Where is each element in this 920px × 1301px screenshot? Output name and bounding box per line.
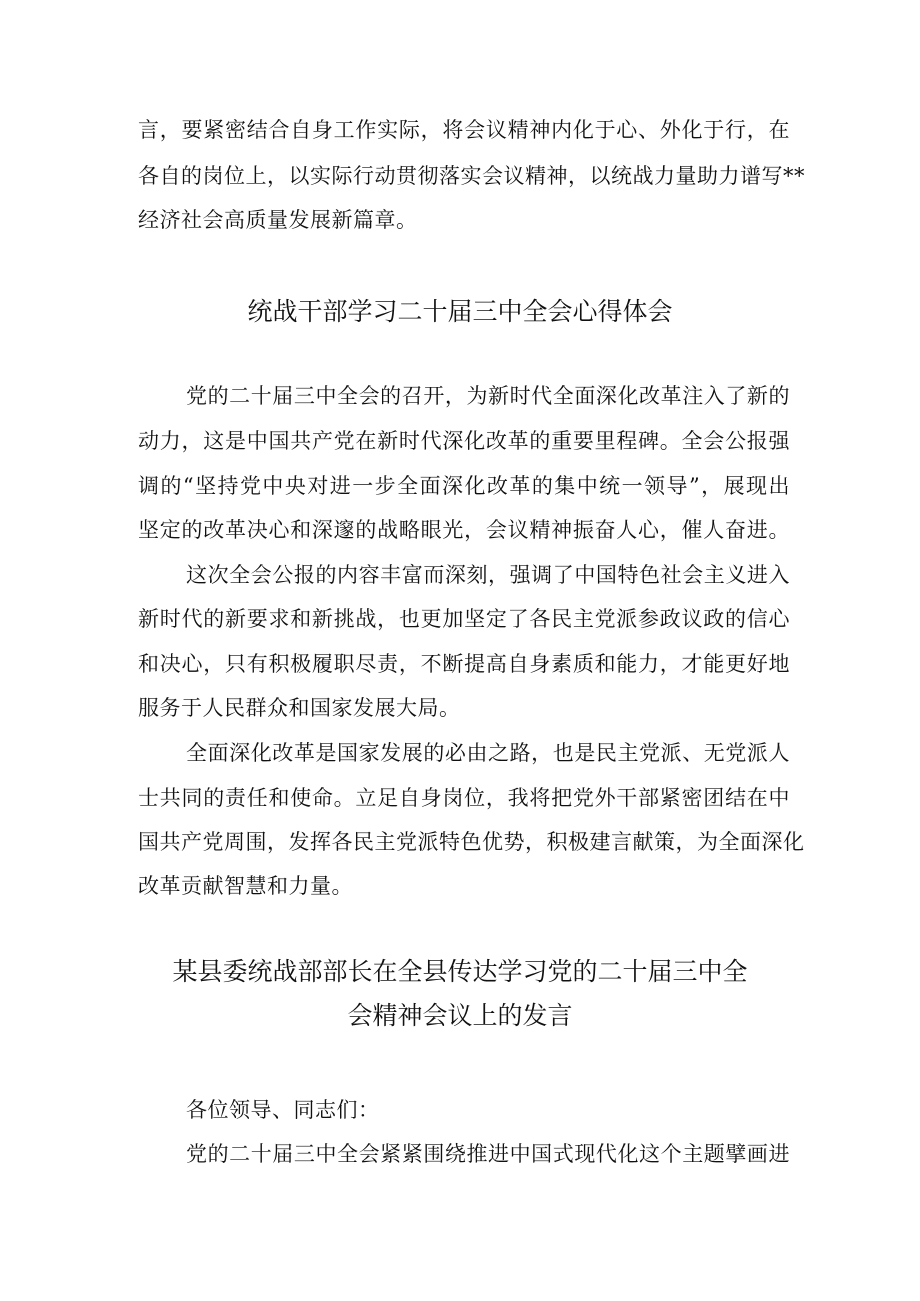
intro-line-2: 各自的岗位上，以实际行动贯彻落实会议精神，以统战力量助力谱写**	[138, 164, 805, 188]
s1-p3-line-1: 全面深化改革是国家发展的必由之路，也是民主党派、无党派人	[186, 741, 790, 765]
s1-p1-line-1: 党的二十届三中全会的召开，为新时代全面深化改革注入了新的	[186, 384, 790, 408]
s1-p3-line-4: 改革贡献智慧和力量。	[138, 874, 353, 898]
section2-title-line-1: 某县委统战部部长在全县传达学习党的二十届三中全	[172, 957, 748, 986]
salutation: 各位领导、同志们：	[186, 1098, 380, 1122]
s1-p2-line-3: 和决心，只有积极履职尽责，不断提高自身素质和能力，才能更好地	[138, 652, 790, 676]
s1-p3-line-3: 国共产党周围，发挥各民主党派特色优势，积极建言献策，为全面深化	[138, 830, 805, 854]
s1-p2-line-2: 新时代的新要求和新挑战，也更加坚定了各民主党派参政议政的信心	[138, 607, 790, 631]
intro-line-3: 经济社会高质量发展新篇章。	[138, 208, 418, 232]
s1-p3-line-2: 士共同的责任和使命。立足自身岗位，我将把党外干部紧密团结在中	[138, 786, 790, 810]
s2-p1-line-1: 党的二十届三中全会紧紧围绕推进中国式现代化这个主题擘画进	[186, 1142, 790, 1166]
section2-title-line-2: 会精神会议上的发言	[347, 1001, 573, 1030]
section1-title: 统战干部学习二十届三中全会心得体会	[247, 297, 673, 326]
s1-p2-line-4: 服务于人民群众和国家发展大局。	[138, 696, 461, 720]
s1-p1-line-2: 动力，这是中国共产党在新时代深化改革的重要里程碑。全会公报强	[138, 429, 790, 453]
s1-p2-line-1: 这次全会公报的内容丰富而深刻，强调了中国特色社会主义进入	[186, 563, 790, 587]
s1-p1-line-4: 坚定的改革决心和深邃的战略眼光，会议精神振奋人心，催人奋进。	[138, 518, 790, 542]
intro-line-1: 言，要紧密结合自身工作实际，将会议精神内化于心、外化于行，在	[138, 118, 790, 142]
s1-p1-line-3: 调的“坚持党中央对进一步全面深化改革的集中统一领导”，展现出	[138, 474, 790, 498]
